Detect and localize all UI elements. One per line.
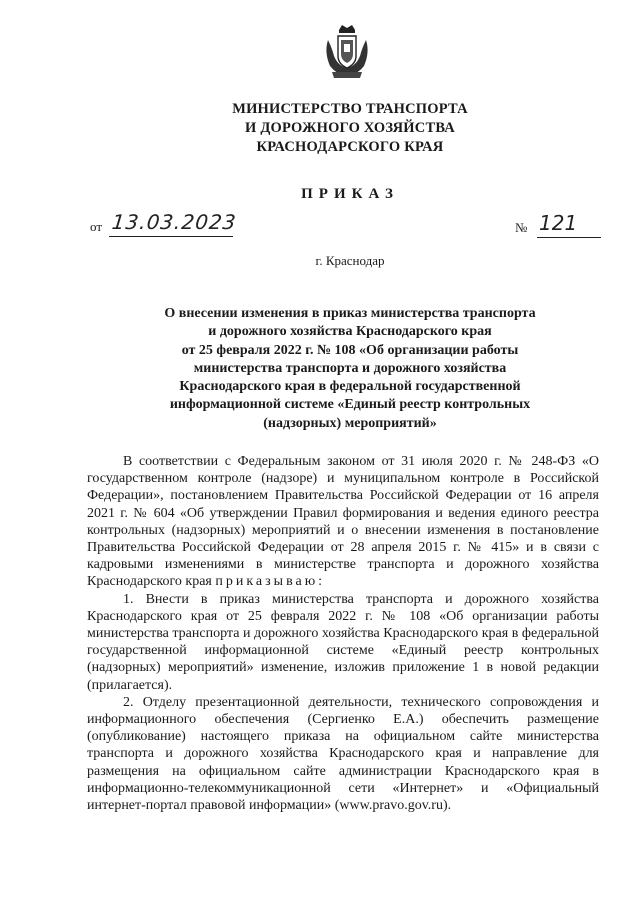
document-type-title: ПРИКАЗ bbox=[301, 186, 399, 202]
ministry-name bbox=[150, 100, 550, 157]
order-word: приказываю: bbox=[215, 574, 326, 590]
subject-line: информационной системе «Единый реестр контрольных bbox=[169, 397, 531, 413]
ministry-line: КРАСНОДАРСКОГО КРАЯ bbox=[256, 139, 444, 155]
city-of-issue: г. Краснодар bbox=[315, 253, 385, 268]
date-underline bbox=[109, 236, 233, 237]
subject-line: и дорожного хозяйства Краснодарского края bbox=[208, 324, 492, 340]
ministry-line: И ДОРОЖНОГО ХОЗЯЙСТВА bbox=[245, 120, 455, 136]
preamble-text: В соответствии с Федеральным законом от 31 июля 2020 г. № 248-ФЗ «О государственном контроле (надзоре) и муниципальном контроле в Российской Федерации», постановлением Правительства Российской Федерации от 16 апреля 2021 г. № 604 «Об утверждении Правил формирования и ведения единого реестра контрольных (надзорных) мероприятий и о внесении изменения в постановление Правительства Российской Федерации от 28 апреля 2015 г. № 415» и в связи с кадровыми изменениями в министерстве транспорта и дорожного хозяйства Краснодарского края bbox=[87, 454, 599, 590]
subject-line: министерства транспорта и дорожного хозяйства bbox=[193, 360, 507, 376]
subject-line: (надзорных) мероприятий» bbox=[263, 415, 437, 431]
item-1-paragraph: 1. Внести в приказ министерства транспорта и дорожного хозяйства Краснодарского края от 25 февраля 2022 г. № 108 «Об организации работы министерства транспорта и дорожного хозяйства Краснодарского края в федеральной государственной информационной системе «Единый реестр контрольных (надзорных) мероприятий» изменение, изложив приложение 1 в новой редакции (прилагается). bbox=[87, 591, 599, 693]
number-underline bbox=[537, 237, 601, 238]
subject-line: от 25 февраля 2022 г. № 108 «Об организации работы bbox=[181, 342, 519, 358]
date-prefix: от bbox=[90, 219, 103, 234]
subject-line: Краснодарского края в федеральной государственной bbox=[179, 379, 521, 395]
number-prefix: № bbox=[515, 220, 528, 235]
order-body bbox=[87, 453, 599, 814]
handwritten-number: 121 bbox=[539, 211, 578, 235]
order-subject bbox=[140, 305, 560, 433]
handwritten-date: 13.03.2023 bbox=[110, 210, 238, 234]
subject-line: О внесении изменения в приказ министерства транспорта bbox=[164, 306, 536, 321]
order-date bbox=[90, 210, 240, 238]
order-number bbox=[515, 211, 605, 241]
preamble-paragraph bbox=[87, 453, 599, 591]
ministry-line: МИНИСТЕРСТВО ТРАНСПОРТА bbox=[232, 101, 468, 117]
coat-of-arms-icon bbox=[320, 22, 374, 82]
item-2-paragraph: 2. Отделу презентационной деятельности, технического сопровождения и информационного обеспечения (Сергиенко Е.А.) обеспечить размещение (опубликование) настоящего приказа на официальном сайте министерства транспорта и дорожного хозяйства Краснодарского края и направление для размещения на официальном сайте администрации Краснодарского края в информационно-телекоммуникационной сети «Интернет» и «Официальный интернет-портал правовой информации» (www.pravo.gov.ru). bbox=[87, 694, 599, 814]
